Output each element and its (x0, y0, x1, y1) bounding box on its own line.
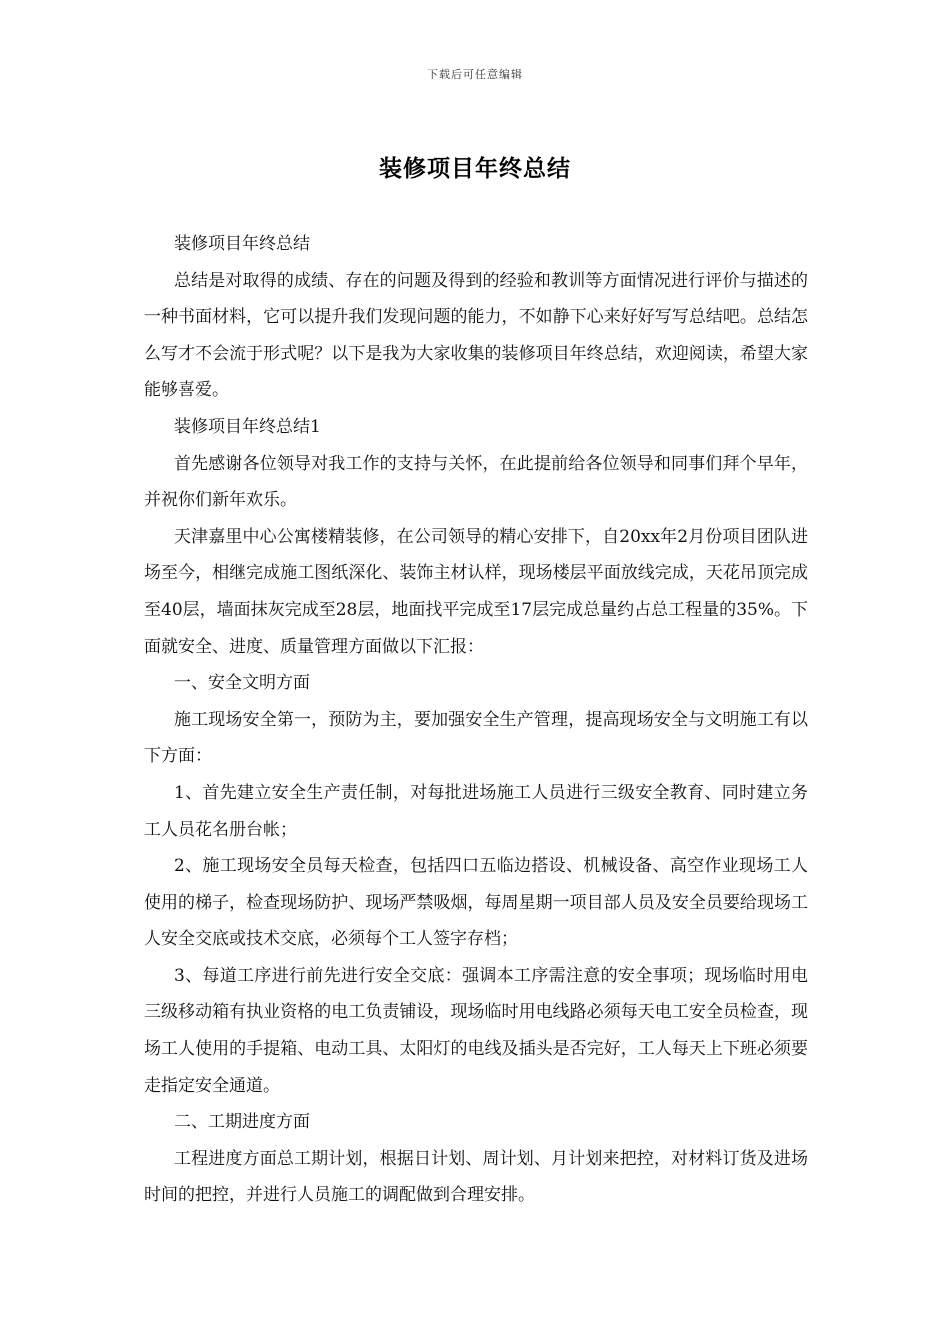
paragraph-safety-item-3: 3、每道工序进行前先进行安全交底：强调本工序需注意的安全事项；现场临时用电三级移动箱有执业资格的电工负责铺设，现场临时用电线路必须每天电工安全员检查，现场工人使用的手提箱、电动工具、太阳灯的电线及插头是否完好，工人每天上下班必须要走指定安全通道。 (144, 965, 808, 1096)
paragraph-section-heading: 装修项目年终总结1 (174, 416, 321, 437)
paragraph-safety-intro: 施工现场安全第一，预防为主，要加强安全生产管理，提高现场安全与文明施工有以下方面： (144, 709, 808, 767)
paragraph-safety-item-1: 1、首先建立安全生产责任制，对每批进场施工人员进行三级安全教育、同时建立务工人员花名册台帐； (144, 782, 808, 840)
document-title: 装修项目年终总结 (379, 156, 571, 182)
paragraph-intro: 总结是对取得的成绩、存在的问题及得到的经验和教训等方面情况进行评价与描述的一种书面材料，它可以提升我们发现问题的能力，不如静下心来好好写写总结吧。总结怎么写才不会流于形式呢？以下是我为大家收集的装修项目年终总结，欢迎阅读，希望大家能够喜爱。 (144, 270, 808, 401)
paragraph-thanks: 首先感谢各位领导对我工作的支持与关怀，在此提前给各位领导和同事们拜个早年，并祝你们新年欢乐。 (144, 453, 808, 511)
paragraph-subtitle: 装修项目年终总结 (174, 234, 310, 254)
paragraph-safety-item-2: 2、施工现场安全员每天检查，包括四口五临边搭设、机械设备、高空作业现场工人使用的梯子，检查现场防护、现场严禁吸烟，每周星期一项目部人员及安全员要给现场工人安全交底或技术交底，必须每个工人签字存档； (144, 856, 808, 950)
header-note: 下载后可任意编辑 (427, 68, 523, 81)
document-body (144, 226, 808, 1214)
paragraph-schedule-heading: 二、工期进度方面 (174, 1112, 310, 1133)
paragraph-progress: 天津嘉里中心公寓楼精装修，在公司领导的精心安排下，自20xx年2月份项目团队进场至今，相继完成施工图纸深化、装饰主材认样，现场楼层平面放线完成，天花吊顶完成至40层，墙面抹灰完成至28层，地面找平完成至17层完成总量约占总工程量的35%。下面就安全、进度、质量管理方面做以下汇报： (144, 526, 808, 657)
paragraph-safety-heading: 一、安全文明方面 (174, 673, 310, 694)
paragraph-schedule-text: 工程进度方面总工期计划，根据日计划、周计划、月计划来把控，对材料订货及进场时间的把控，并进行人员施工的调配做到合理安排。 (144, 1148, 808, 1206)
